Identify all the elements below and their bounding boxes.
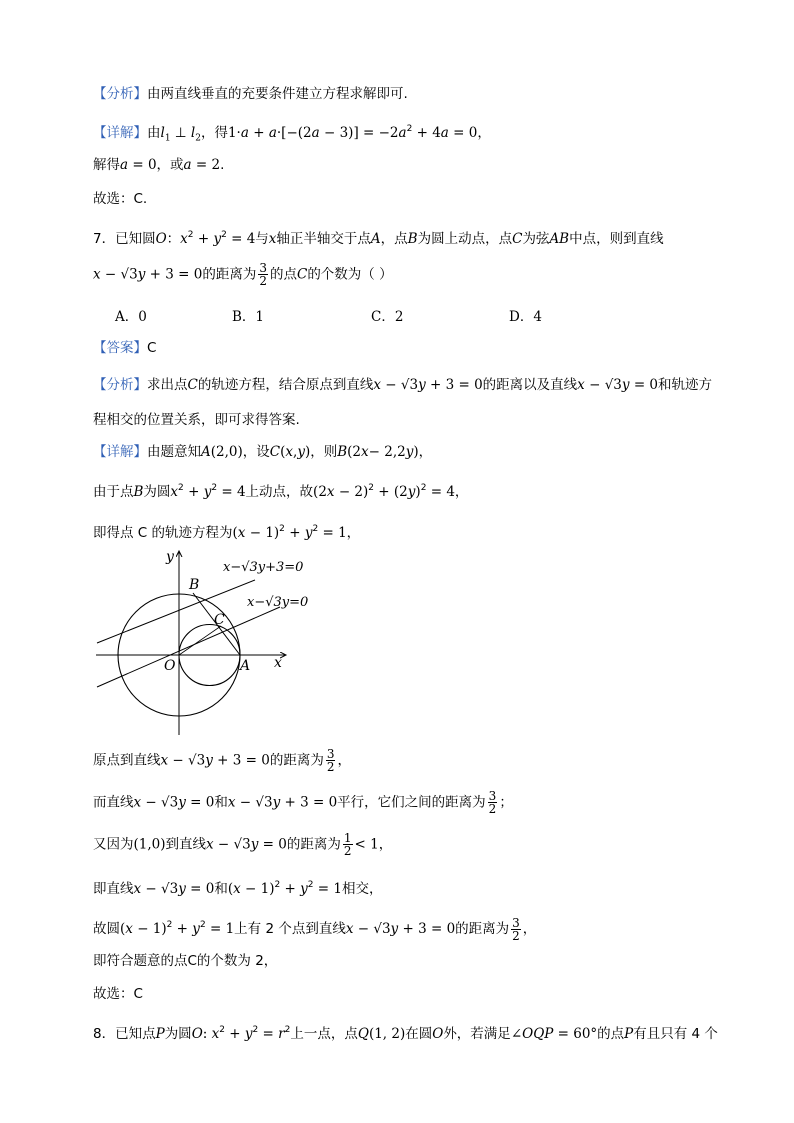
q7-text: 的距离以及直线	[482, 377, 578, 393]
q8-text: 8．已知点	[93, 1026, 156, 1042]
detail-tag: 【详解】	[93, 125, 147, 141]
p6-solve-line: 解得a = 0，或a = 2.	[93, 157, 225, 173]
p6-text: .	[220, 157, 225, 173]
p6-choose-line: 故选：C.	[93, 191, 148, 207]
p6-text: ，或	[156, 157, 184, 173]
q7-text: 为圆	[143, 484, 171, 500]
point-b-label: B	[189, 577, 200, 593]
q7-text: ，则	[310, 444, 338, 460]
q7-answer-line	[93, 338, 156, 358]
point-a-label: A	[240, 658, 251, 674]
segment-oc	[179, 626, 221, 655]
q7-text: 的距离为	[202, 266, 257, 283]
q7-text: 由题意知	[147, 444, 201, 460]
option-b: B．1	[232, 309, 265, 325]
q7-line-l4: 即直线x − √3y = 0和$(x - 1)^2 + y^2 = 1$相交，	[93, 880, 383, 897]
q7-line-l3: 又因为(1,0)到直线x − √3y = 0的距离为 $\frac{1}{2}$ < 1，	[93, 831, 393, 858]
q7-text: ，	[337, 752, 351, 769]
p6-text: 解得	[93, 157, 120, 173]
p6-analysis-text: 由两直线垂直的充要条件建立方程求解即可.	[147, 86, 408, 102]
q7-text: 中点，则到直线	[569, 231, 664, 247]
q7-text: ，	[378, 836, 393, 853]
p6-text: ，	[477, 125, 491, 141]
q7-text: 的距离为	[269, 752, 324, 769]
q7-text: 和	[214, 881, 228, 897]
q8-text: 的点	[597, 1026, 625, 1042]
q7-text: 相交，	[342, 881, 383, 897]
q7-text: 的距离为	[286, 836, 341, 853]
fraction-3-2: $\frac{3}{2}$	[488, 789, 497, 816]
analysis-tag: 【分析】	[93, 86, 147, 102]
x-axis-label: x	[274, 655, 282, 671]
q8-stem-line1: 8．已知点P为圆O: $x^2 + y^2 = r^2$上一点，点Q(1, 2)在圆O外，若满足∠OQP = 60°的点P有且只有 4 个	[93, 1025, 718, 1042]
p6-analysis-line	[93, 84, 408, 104]
q7-text: 为圆上动点，点	[417, 231, 513, 247]
q7-text: ，	[454, 484, 469, 500]
q7-text: 又因为	[93, 836, 134, 853]
fraction-3-2: $\frac{3}{2}$	[326, 747, 335, 774]
fraction-1-2: $\frac{1}{2}$	[343, 831, 352, 858]
q7-detail-line2: 由于点B为圆$x^2 + y^2 = 4$上动点，故$(2x - 2)^2 + (2y)^2 = 4$，	[93, 483, 469, 500]
q7-text: 和轨迹方	[658, 377, 713, 393]
q7-text: ，	[418, 444, 433, 460]
p6-text: 由	[147, 125, 161, 141]
q7-text: 即直线	[93, 881, 134, 897]
q7-line-l5: 故圆$(x - 1)^2 + y^2 = 1$上有 2 个点到直线x − √3y + 3 = 0的距离为 $\frac{3}{2}$ ，	[93, 915, 537, 943]
option-c: C．2	[371, 309, 404, 325]
q7-text: 故圆	[93, 921, 120, 937]
line2-label: x−√3y=0	[247, 595, 309, 610]
q7-text: 为弦	[522, 231, 550, 247]
q7-text: 而直线	[93, 794, 134, 811]
q8-text: 上一点，点	[290, 1026, 358, 1042]
q7-text: 求出点	[147, 377, 188, 393]
q8-text: 为圆	[164, 1026, 192, 1042]
detail-tag: 【详解】	[93, 444, 147, 460]
q7-text: 平行，它们之间的距离为	[337, 794, 486, 811]
fraction-3-2: $\frac{3}{2}$	[259, 261, 267, 288]
q7-text: 的点	[269, 266, 297, 283]
q7-analysis-line1: 【分析】求出点C的轨迹方程，结合原点到直线x − √3y + 3 = 0的距离以及直线x − √3y = 0和轨迹方	[93, 377, 713, 393]
q7-text: 上动点，故	[245, 484, 314, 500]
q7-detail-line1: 【详解】由题意知A(2,0)，设C(x,y)，则B(2x− 2,2y)，	[93, 444, 433, 460]
y-axis-label: y	[166, 549, 174, 565]
q7-text: ，	[346, 525, 361, 541]
q7-text: 上有 2 个点到直线	[234, 921, 346, 937]
q7-text: 轴正半轴交于点	[276, 231, 371, 247]
q7-stem-line2: x − √3y + 3 = 0的距离为 $\frac{3}{2}$ 的点C的个数为（ ）	[93, 261, 393, 288]
line1-label: x−√3y+3=0	[223, 560, 304, 575]
q7-text: 与	[255, 231, 269, 247]
q7-text: 和	[214, 794, 228, 811]
q7-line-l1: 原点到直线x − √3y + 3 = 0的距离为 $\frac{3}{2}$ ，	[93, 747, 351, 774]
q7-text: 原点到直线	[93, 752, 161, 769]
p6-text: ，得	[200, 125, 228, 141]
q8-text: 在圆	[405, 1026, 433, 1042]
option-a: A．0	[115, 309, 147, 325]
q7-text: ，	[522, 921, 537, 937]
q7-text: ；	[499, 794, 513, 811]
point-c-label: C	[214, 612, 225, 628]
q7-text: 的个数为（ ）	[307, 266, 393, 283]
q8-text: 外，若满足	[443, 1026, 511, 1042]
p6-detail-line: 【详解】由$l_1$ ⊥ $l_2$，得$1\cdot a + a\cdot[-(2a - 3)] = -2a^2 + 4a = 0$，	[93, 124, 491, 144]
q7-stem-line1: 7．已知圆O：$x^2 + y^2 = 4$与x轴正半轴交于点A，点B为圆上动点，点C为弦AB中点，则到直线	[93, 230, 664, 247]
q7-detail-line3: 即得点 C 的轨迹方程为$(x - 1)^2 + y^2 = 1$，	[93, 524, 361, 541]
point-o-label: O	[164, 658, 176, 674]
analysis-tag: 【分析】	[93, 377, 147, 393]
q7-line-l6: 即符合题意的点C的个数为 2，	[93, 953, 278, 969]
q7-text: 7．已知圆	[93, 231, 156, 247]
q7-text: 的距离为	[455, 921, 510, 937]
q7-answer-value: C	[147, 340, 157, 356]
option-d: D．4	[509, 309, 542, 325]
q7-text: 即得点 C 的轨迹方程为	[93, 525, 233, 541]
q7-line-l2: 而直线x − √3y = 0和x − √3y + 3 = 0平行，它们之间的距离为 $\frac{3}{2}$ ；	[93, 789, 513, 816]
q7-text: 由于点	[93, 484, 134, 500]
q8-text: 有且只有 4 个	[633, 1026, 718, 1042]
geometry-figure	[90, 545, 310, 740]
line-x-root3y	[97, 607, 280, 687]
fraction-3-2: $\frac{3}{2}$	[512, 915, 520, 943]
q7-text: ，设	[242, 444, 270, 460]
q7-analysis-line2: 程相交的位置关系，即可求得答案.	[93, 412, 300, 428]
q7-text: ，点	[380, 231, 408, 247]
answer-tag: 【答案】	[93, 340, 147, 356]
q7-text: 的轨迹方程，结合原点到直线	[197, 377, 374, 393]
q7-choose-line: 故选：C	[93, 986, 143, 1002]
q7-text: 到直线	[165, 836, 207, 853]
